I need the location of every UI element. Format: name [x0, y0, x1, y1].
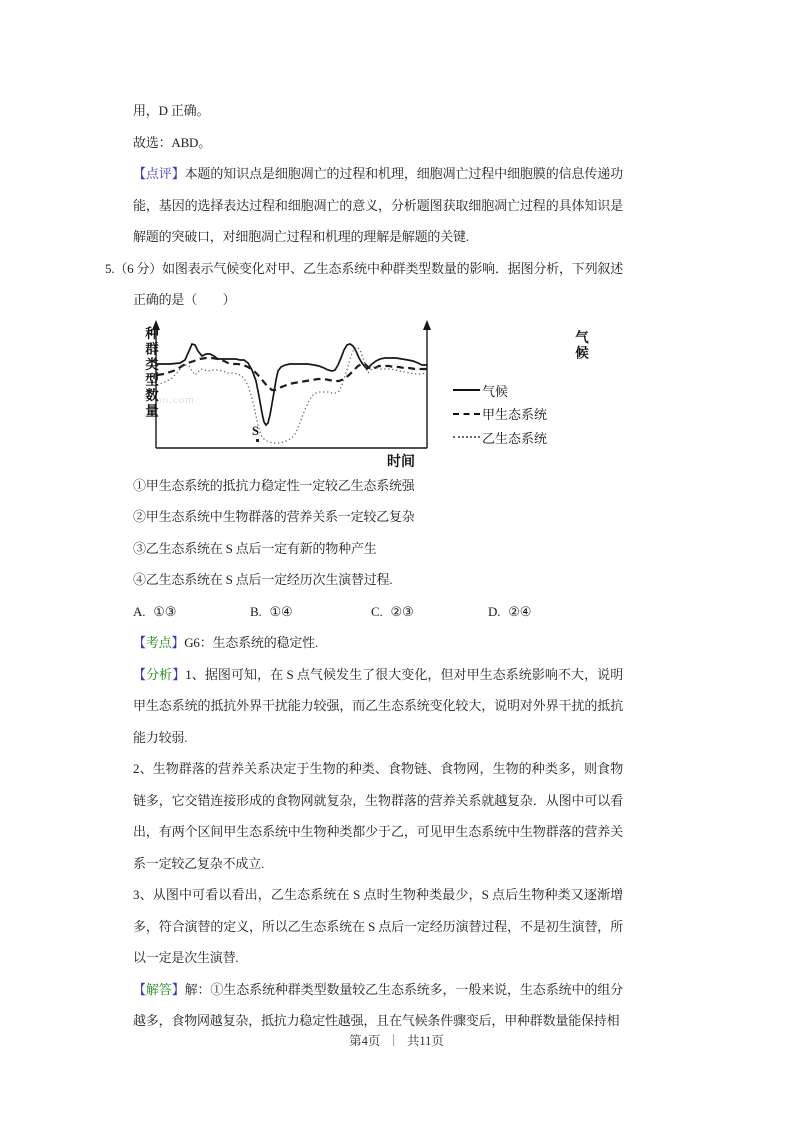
footer-page-number: 第4页 — [349, 1034, 381, 1048]
bracket-open: 【 — [133, 166, 146, 181]
legend-label: 乙生态系统 — [482, 430, 548, 446]
legend-item-climate — [453, 379, 547, 403]
legend-label: 气候 — [482, 383, 509, 399]
answer-conclusion: 故选：ABD。 — [133, 134, 212, 150]
choice-b-label: B. — [250, 603, 262, 619]
series-ecosystem-jia — [157, 358, 427, 390]
page-content — [105, 95, 623, 1037]
choice-c — [371, 596, 488, 628]
comment-label: 点评 — [145, 166, 172, 181]
watermark: oo.com — [156, 393, 195, 406]
dashed-line-icon — [453, 413, 480, 415]
analysis-paragraph-3: 3、从图中可看以看出，乙生态系统在 S 点时生物种类最少，S 点后生物种类又逐渐增多，符合演替的定义，所以乙生态系统在 S 点后一定经历演替过程，不是初生演替，所以一定是次生演替. — [133, 887, 623, 965]
knowledge-point-text: G6：生态系统的稳定性. — [184, 635, 318, 650]
solution-text: 解：①生态系统种群类型数量较乙生态系统多，一般来说，生态系统中的组分越多，食物网越复杂，抵抗力稳定性越强，且在气候条件骤变后，甲种群数量能保持相 — [133, 981, 623, 1028]
choice-d — [488, 596, 531, 628]
x-axis-label: 时间 — [387, 454, 415, 470]
comment-text: 本题的知识点是细胞凋亡的过程和机理，细胞凋亡过程中细胞膜的信息传递功能，基因的选择表达过程和细胞凋亡的意义，分析题图获取细胞凋亡过程的具体知识是解题的突破口，对细胞凋亡过程和机理的理解是解题的关键. — [133, 166, 623, 244]
statement-4: ④乙生态系统在 S 点后一定经历次生演替过程. — [133, 572, 393, 587]
analysis-text-1: 1、据图可知，在 S 点气候发生了很大变化，但对甲生态系统影响不大，说明甲生态系统的抵抗外界干扰能力较强，而乙生态系统变化较大，说明对外界干扰的抵抗能力较弱. — [133, 666, 623, 745]
choice-d-value: ②④ — [508, 603, 532, 619]
choice-a-label: A. — [133, 603, 146, 619]
knowledge-point-label: 考点 — [145, 635, 172, 650]
bracket-close: 】 — [171, 635, 185, 650]
choice-b-value: ①④ — [269, 603, 293, 619]
choice-a-value: ①③ — [153, 603, 177, 619]
question-stem: 5.（6 分）如图表示气候变化对甲、乙生态系统中种群类型数量的影响．据图分析，下列叙述正确的是（ ） — [105, 260, 623, 307]
analysis-label: 分析 — [146, 666, 173, 682]
point-s-dot — [256, 439, 259, 442]
page-footer — [0, 1031, 793, 1049]
choices-row — [133, 596, 623, 628]
point-s-annotation: S — [252, 423, 259, 438]
comment-paragraph — [133, 158, 623, 253]
bracket-close: 】 — [171, 166, 185, 181]
bracket-open: 【 — [133, 666, 147, 682]
y2-axis-label: 气候 — [573, 329, 588, 361]
bracket-close: 】 — [171, 981, 185, 997]
solution-paragraph — [133, 974, 623, 1037]
analysis-paragraph-1 — [133, 659, 623, 754]
solid-line-icon — [453, 389, 480, 391]
chart-legend — [453, 379, 547, 450]
choice-c-label: C. — [371, 603, 383, 619]
bracket-open: 【 — [133, 635, 146, 650]
y-axis-label: 种群类型数量 — [143, 325, 158, 419]
dotted-line-icon — [453, 436, 480, 438]
bracket-close: 】 — [172, 666, 186, 682]
knowledge-point — [133, 627, 623, 659]
footer-total-pages: 共11页 — [406, 1034, 444, 1048]
choice-a — [133, 596, 250, 628]
series-ecosystem-yi — [157, 347, 427, 443]
answer-line: 用，D 正确。 — [133, 103, 210, 118]
statement-1: ①甲生态系统的抵抗力稳定性一定较乙生态系统强 — [133, 477, 415, 493]
legend-label: 甲生态系统 — [482, 407, 548, 423]
statement-2: ②甲生态系统中生物群落的营养关系一定较乙复杂 — [133, 509, 415, 524]
bracket-open: 【 — [133, 981, 146, 997]
solution-label: 解答 — [145, 981, 172, 997]
ecosystem-chart — [140, 318, 600, 470]
legend-item-ecosystem-jia — [453, 402, 547, 426]
footer-separator: ｜ — [387, 1034, 400, 1048]
legend-item-ecosystem-yi — [453, 426, 547, 450]
choice-d-label: D. — [488, 603, 501, 619]
choice-b — [250, 596, 371, 628]
analysis-paragraph-2: 2、生物群落的营养关系决定于生物的种类、食物链、食物网，生物的种类多，则食物链多，它交错连接形成的食物网就复杂，生物群落的营养关系就越复杂．从图中可以看出，有两个区间甲生态系统中生物种类都少于乙，可见甲生态系统中生物群落的营养关系一定较乙复杂不成立. — [133, 761, 623, 871]
choice-c-value: ②③ — [390, 603, 414, 619]
statement-3: ③乙生态系统在 S 点后一定有新的物种产生 — [133, 540, 377, 556]
